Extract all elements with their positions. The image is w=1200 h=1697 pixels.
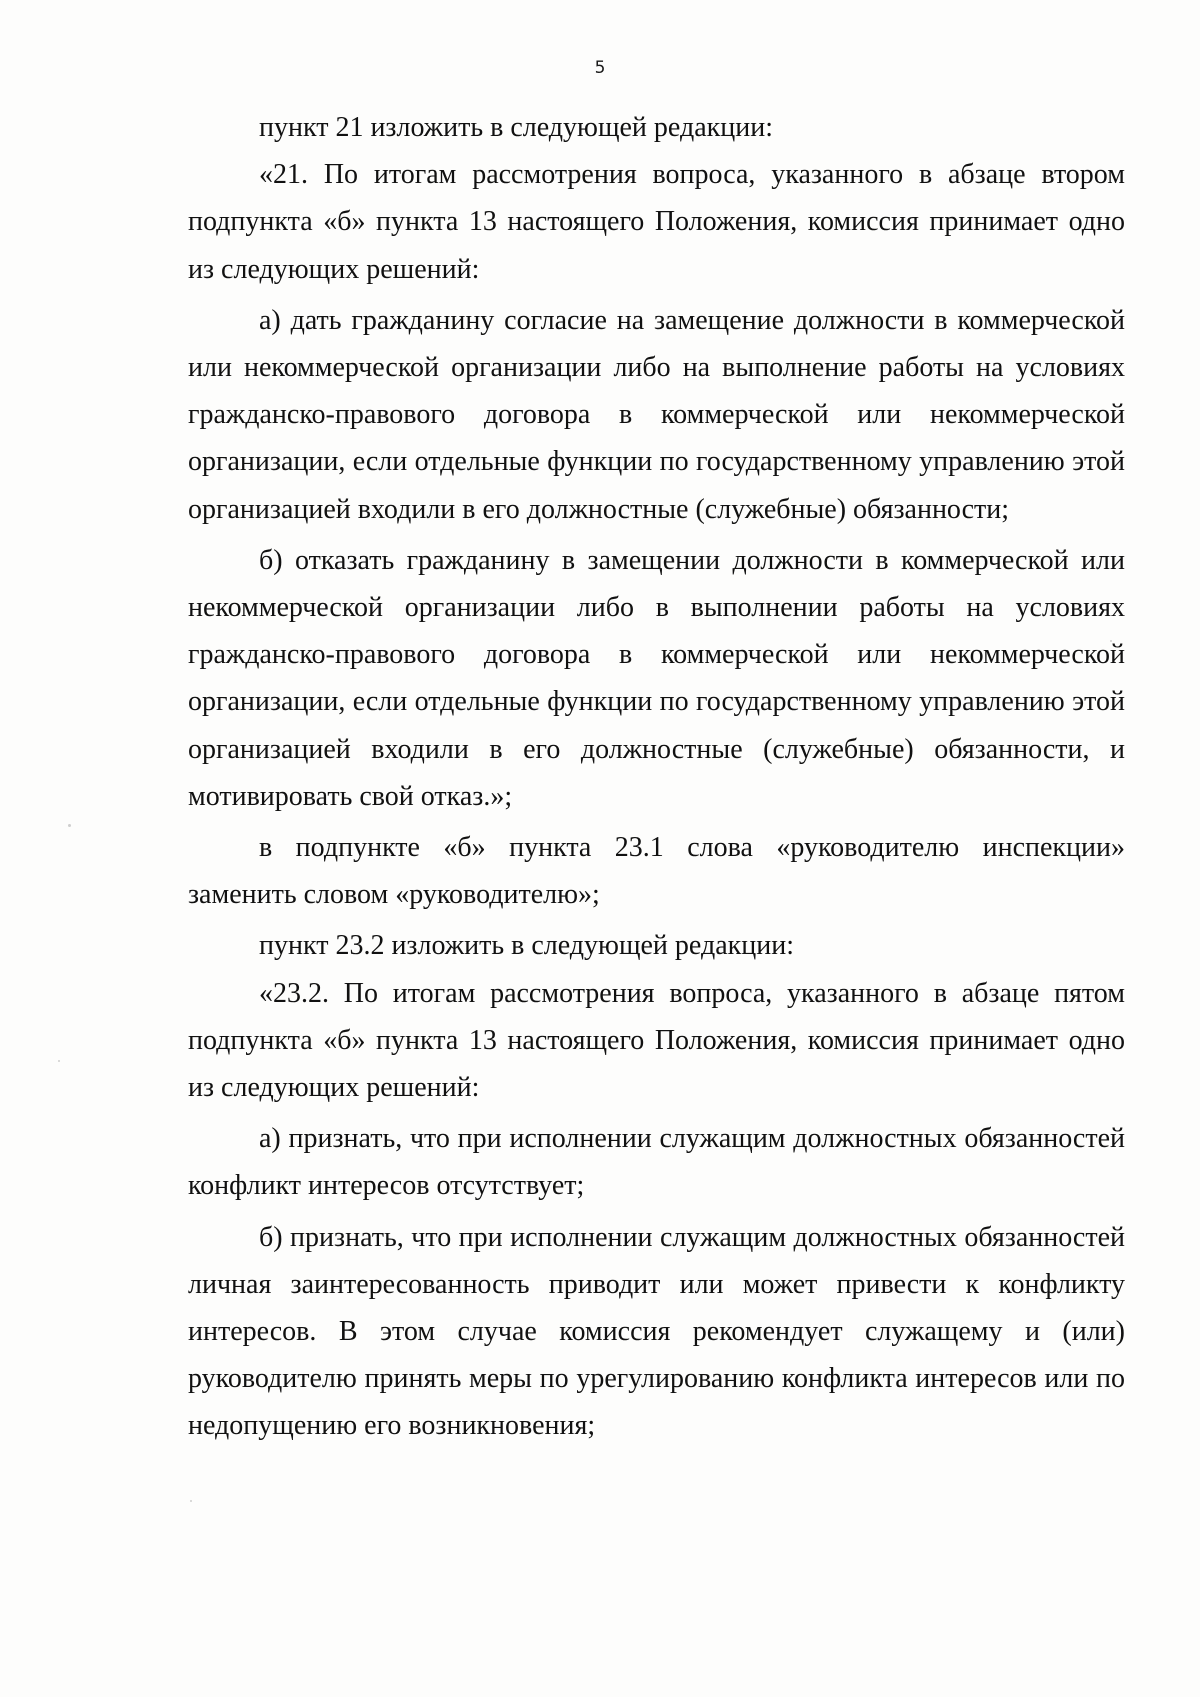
page-number: 5 (594, 58, 606, 78)
scan-speck (190, 1500, 192, 1502)
document-body (188, 104, 1125, 1454)
scan-speck (58, 1060, 60, 1062)
paragraph-1: пункт 21 изложить в следующей редакции: (259, 112, 773, 143)
paragraph-2: «21. По итогам рассмотрения вопроса, указанного в абзаце втором подпункта «б» пункта 13 настоящего Положения, комиссия принимает одно из следующих решений: (188, 159, 1125, 285)
paragraph-8: а) признать, что при исполнении служащим должностных обязанностей конфликт интересов отсутствует; (188, 1123, 1125, 1202)
scan-speck (1110, 640, 1112, 642)
paragraph-9: б) признать, что при исполнении служащим должностных обязанностей личная заинтересованность приводит или может привести к конфликту интересов. В этом случае комиссия рекомендует служащему и (или) руководителю принять меры по урегулированию конфликта интересов или по недопущению его возникновения; (188, 1221, 1125, 1442)
scan-speck (68, 824, 71, 827)
paragraph-5: в подпункте «б» пункта 23.1 слова «руководителю инспекции» заменить словом «руководителю»; (188, 832, 1125, 911)
paragraph-3: а) дать гражданину согласие на замещение должности в коммерческой или некоммерческой организации либо на выполнение работы на условиях гражданско-правового договора в коммерческой или некоммерческой организации, если отдельные функции по государственному управлению этой организацией входили в его должностные (служебные) обязанности; (188, 304, 1125, 525)
paragraph-4: б) отказать гражданину в замещении должности в коммерческой или некоммерческой организации либо в выполнении работы на условиях гражданско-правового договора в коммерческой или некоммерческой организации, если отдельные функции по государственному управлению этой организацией входили в его должностные (служебные) обязанности, и мотивировать свой отказ.»; (188, 544, 1125, 812)
paragraph-6: пункт 23.2 изложить в следующей редакции: (259, 930, 794, 962)
paragraph-7: «23.2. По итогам рассмотрения вопроса, указанного в абзаце пятом подпункта «б» пункта 13 настоящего Положения, комиссия принимает одно из следующих решений: (188, 977, 1125, 1104)
